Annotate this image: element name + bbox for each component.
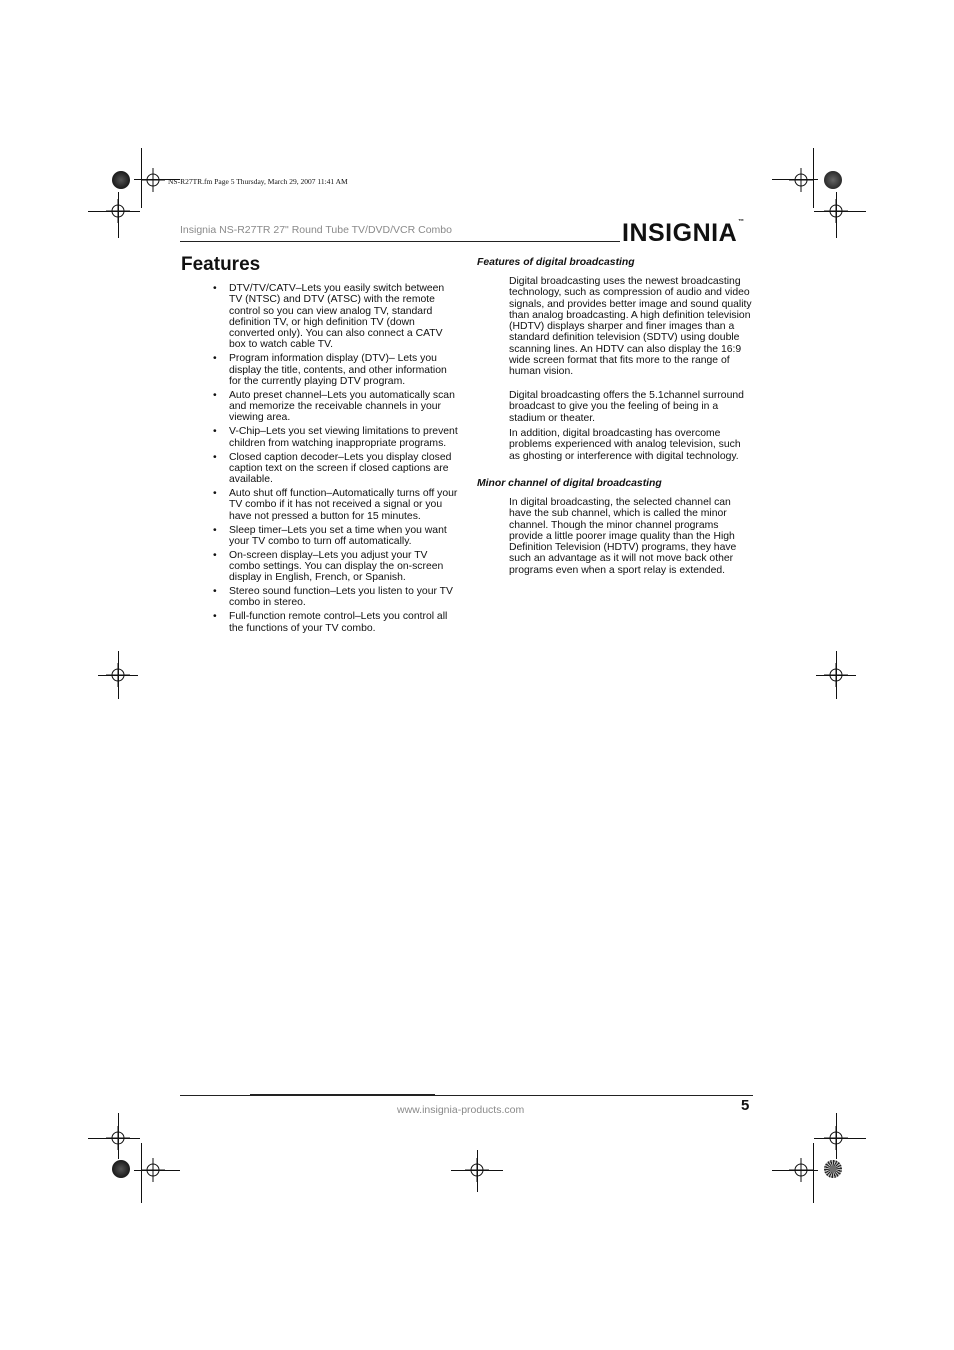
crosshair-icon	[98, 1118, 138, 1158]
file-info: NS-R27TR.fm Page 5 Thursday, March 29, 2007 11:41 AM	[168, 177, 348, 186]
logo-trademark: ™	[738, 219, 745, 225]
paragraph: Digital broadcasting offers the 5.1channel surround broadcast to give you the feeling of being in a stadium or theater.	[509, 390, 744, 424]
crosshair-icon	[816, 1118, 856, 1158]
list-item	[213, 426, 458, 449]
list-item	[213, 611, 458, 634]
page-title: Features	[181, 254, 261, 275]
list-item	[213, 488, 458, 522]
list-item	[213, 283, 458, 351]
list-item	[213, 525, 458, 548]
list-item-text: Closed caption decoder–Lets you display closed caption text on the screen if closed captions are available.	[229, 451, 452, 486]
footer-rule-accent	[250, 1094, 435, 1096]
crosshair-icon	[98, 655, 138, 695]
header-rule	[180, 241, 620, 242]
list-item-text: Sleep timer–Lets you set a time when you want your TV combo to turn off automatically.	[229, 524, 447, 547]
list-item	[213, 550, 458, 584]
crosshair-icon	[816, 191, 856, 231]
bullet-icon: •	[213, 389, 217, 401]
section-heading-digital: Features of digital broadcasting	[477, 257, 635, 268]
bullet-icon: •	[213, 426, 217, 438]
insignia-logo	[622, 219, 745, 248]
footer-url: www.insignia-products.com	[397, 1104, 525, 1116]
list-item	[213, 390, 458, 424]
bullet-icon: •	[213, 283, 217, 294]
crosshair-icon	[133, 160, 173, 200]
bullet-icon: •	[213, 586, 217, 598]
list-item-text: DTV/TV/CATV–Lets you easily switch between TV (NTSC) and DTV (ATSC) with the remote control so you can view analog TV, standard definition TV, or high definition TV (down converted only). You can also connect a CATV box to watch cable TV.	[229, 283, 445, 351]
list-item-text: Full-function remote control–Lets you control all the functions of your TV combo.	[229, 611, 448, 634]
crosshair-icon	[781, 1150, 821, 1190]
list-item-text: Stereo sound function–Lets you listen to your TV combo in stereo.	[229, 586, 453, 609]
bullet-icon: •	[213, 353, 217, 365]
bullet-icon: •	[213, 611, 217, 623]
list-item-text: Auto preset channel–Lets you automatically scan and memorize the receivable channels in your viewing area.	[229, 389, 455, 424]
bullet-icon: •	[213, 488, 217, 500]
list-item	[213, 452, 458, 486]
paragraph: In addition, digital broadcasting has overcome problems experienced with analog television, such as ghosting or interference with digital technology.	[509, 428, 741, 462]
registration-disc-icon	[824, 1160, 842, 1178]
features-list	[213, 283, 458, 637]
bullet-icon: •	[213, 451, 217, 463]
list-item	[213, 353, 458, 387]
crosshair-icon	[98, 191, 138, 231]
crosshair-icon	[457, 1150, 497, 1190]
page-number: 5	[741, 1097, 750, 1114]
list-item-text: Auto shut off function–Automatically turns off your TV combo if it has not received a signal or you have not pressed a button for 15 minutes.	[229, 488, 458, 522]
logo-text: INSIGNIA	[622, 219, 738, 247]
list-item-text: V-Chip–Lets you set viewing limitations to prevent children from watching inappropriate programs.	[229, 426, 458, 449]
list-item-text: On-screen display–Lets you adjust your TV combo settings. You can display the on-screen display in English, French, or Spanish.	[229, 549, 444, 584]
crosshair-icon	[781, 160, 821, 200]
crosshair-icon	[816, 655, 856, 695]
bullet-icon: •	[213, 524, 217, 536]
list-item	[213, 586, 458, 609]
crosshair-icon	[133, 1150, 173, 1190]
bullet-icon: •	[213, 549, 217, 561]
running-header: Insignia NS-R27TR 27" Round Tube TV/DVD/VCR Combo	[180, 224, 452, 236]
list-item-text: Program information display (DTV)– Lets you display the title, contents, and other information for the currently playing DTV program.	[229, 353, 447, 387]
section-heading-minor: Minor channel of digital broadcasting	[477, 478, 662, 489]
paragraph: Digital broadcasting uses the newest broadcasting technology, such as compression of audio and video signals, and provides better image and sound quality than analog broadcasting. A high definition television (HDTV) displays sharper and finer images than a standard definition television (SDTV) using double scanning lines. An HDTV can also display the 16:9 wide screen format that fits more to the range of human vision.	[509, 276, 752, 378]
paragraph: In digital broadcasting, the selected channel can have the sub channel, which is called the minor channel. Though the minor channel programs provide a little poorer image quality than the High Definition Television (HDTV) programs, they have such an advantage as it will not move back other programs even when a sport relay is extended.	[509, 497, 737, 576]
registration-disc-icon	[112, 171, 130, 189]
registration-disc-icon	[824, 171, 842, 189]
registration-disc-icon	[112, 1160, 130, 1178]
